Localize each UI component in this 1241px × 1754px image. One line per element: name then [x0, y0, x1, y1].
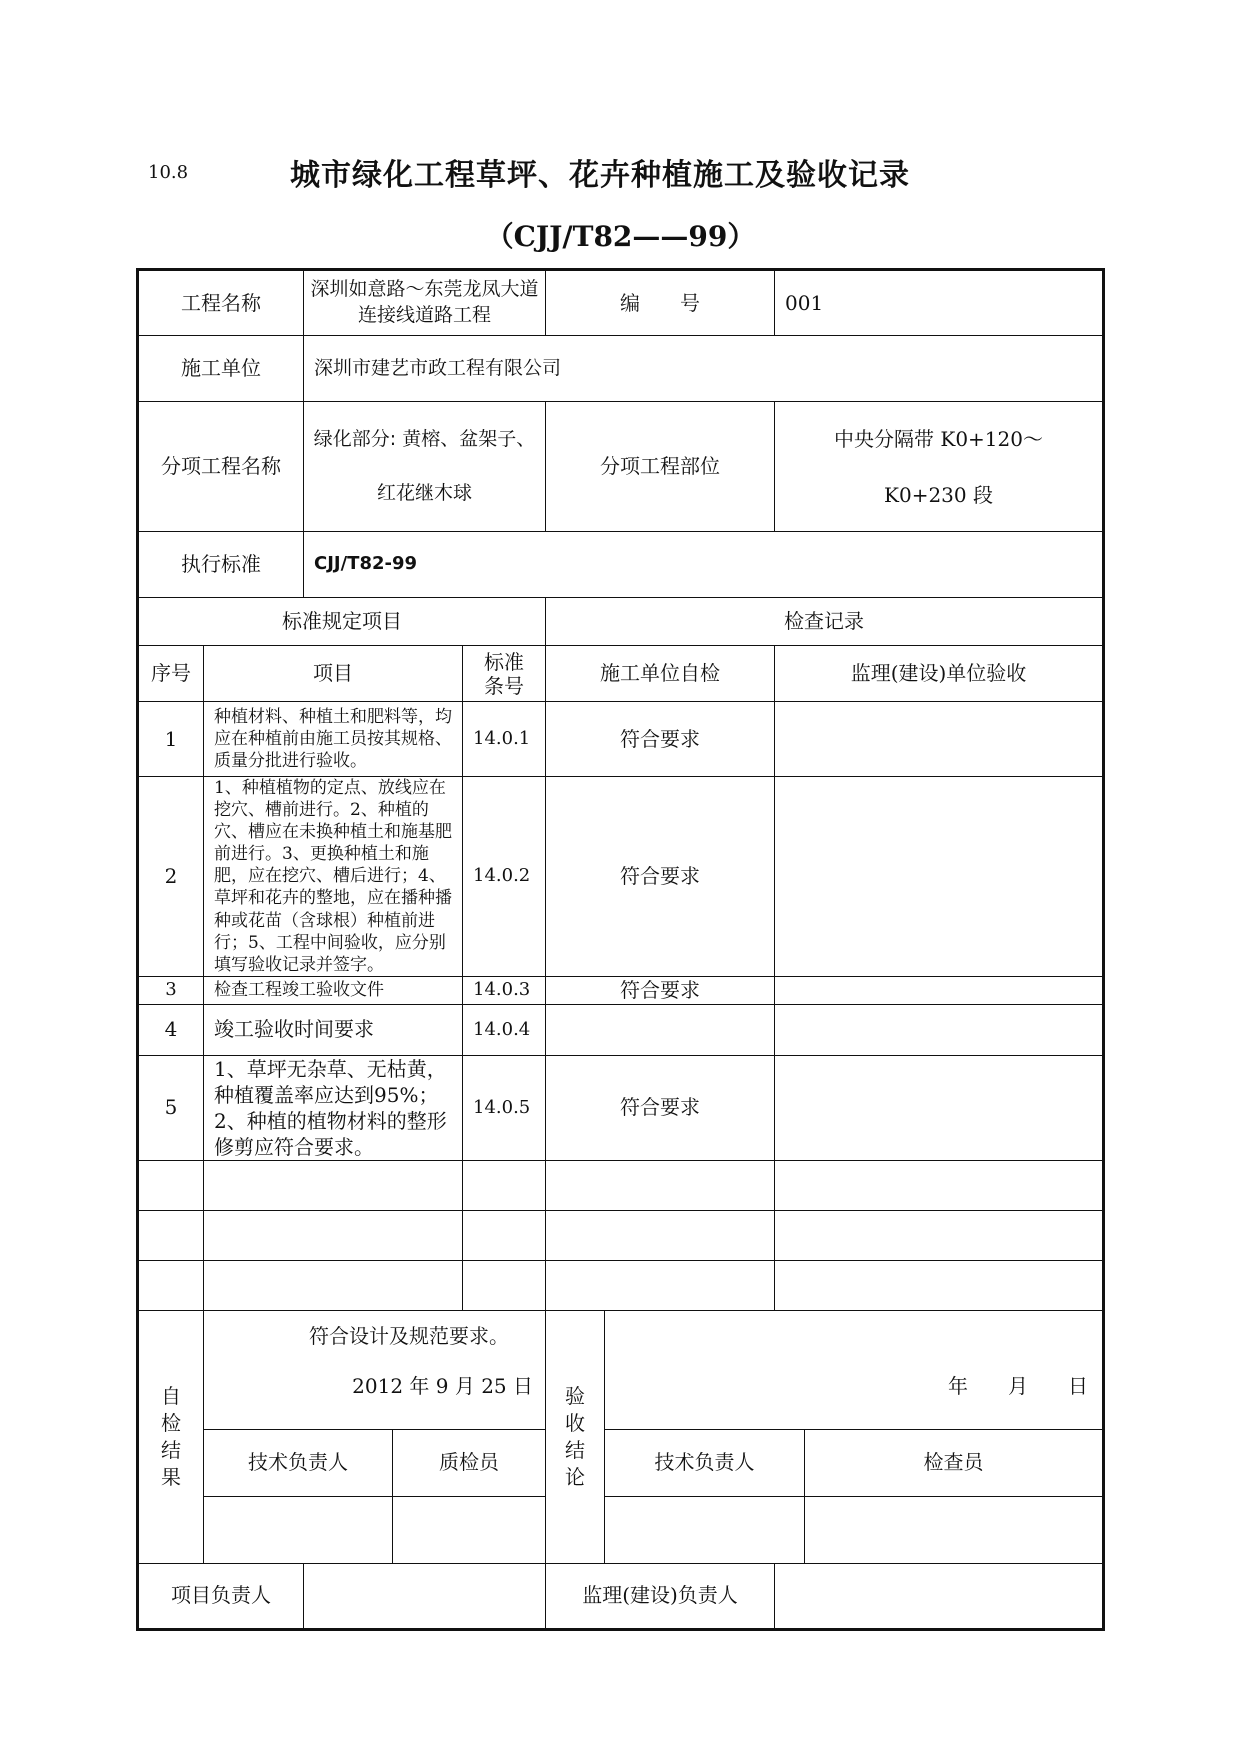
row-clause: 14.0.5: [463, 1055, 546, 1160]
table-row: [138, 1055, 1104, 1160]
self-tech-lead-label: 技术负责人: [204, 1430, 393, 1496]
page-subtitle: （CJJ/T82——99）: [485, 220, 756, 253]
row-item: 1、草坪无杂草、无枯黄，种植覆盖率应达到95%；2、种植的植物材料的整形修剪应符合要求。: [204, 1055, 463, 1160]
row-supervision: [775, 1004, 1104, 1055]
standard-value: CJJ/T82-99: [304, 532, 1104, 598]
standard-items-header: 标准规定项目: [138, 598, 546, 646]
self-check-conclusion: 符合设计及规范要求。: [309, 1323, 509, 1348]
project-name-label: 工程名称: [138, 270, 304, 336]
row-self-check: 符合要求: [546, 976, 775, 1004]
number-label: 编 号: [546, 270, 775, 336]
contractor-value: 深圳市建艺市政工程有限公司: [304, 336, 1104, 402]
inspection-record-header: 检查记录: [546, 598, 1104, 646]
self-check-header: 施工单位自检: [546, 646, 775, 702]
supervision-check-header: 监理(建设)单位验收: [775, 646, 1104, 702]
table-row: [138, 777, 1104, 977]
subproject-value: 绿化部分: 黄榕、盆架子、红花继木球: [304, 402, 546, 532]
acc-tech-lead-signature: [605, 1497, 805, 1563]
subproject-label: 分项工程名称: [138, 402, 304, 532]
row-supervision: [775, 777, 1104, 977]
row-item: 检查工程竣工验收文件: [204, 976, 463, 1004]
row-supervision: [775, 1055, 1104, 1160]
row-seq: 1: [138, 702, 204, 777]
self-tech-lead-signature: [204, 1497, 393, 1563]
self-inspector-label: 质检员: [439, 1450, 499, 1475]
row-seq: 5: [138, 1055, 204, 1160]
acc-checker-signature: [805, 1497, 1103, 1563]
project-manager-signature: [304, 1563, 546, 1629]
row-seq: 4: [138, 1004, 204, 1055]
empty-row: [138, 1210, 1104, 1260]
clause-header: 标准条号: [463, 646, 546, 702]
table-row: [138, 702, 1104, 777]
row-clause: 14.0.1: [463, 702, 546, 777]
contractor-label: 施工单位: [138, 336, 304, 402]
page-title: 城市绿化工程草坪、花卉种植施工及验收记录: [290, 158, 910, 193]
row-self-check: 符合要求: [546, 1055, 775, 1160]
row-self-check: 符合要求: [546, 777, 775, 977]
empty-row: [138, 1160, 1104, 1210]
row-clause: 14.0.4: [463, 1004, 546, 1055]
project-manager-label: 项目负责人: [138, 1563, 304, 1629]
row-self-check: [546, 1004, 775, 1055]
empty-row: [138, 1260, 1104, 1310]
row-item: 1、种植植物的定点、放线应在挖穴、槽前进行。2、种植的穴、槽应在未换种植土和施基肥前进行。3、更换种植土和施肥，应在挖穴、槽后进行；4、草坪和花卉的整地，应在播种播种或花苗（含球根）种植前进行；5、工程中间验收，应分别填写验收记录并签字。: [204, 777, 463, 977]
row-supervision: [775, 702, 1104, 777]
location-label: 分项工程部位: [546, 402, 775, 532]
row-clause: 14.0.3: [463, 976, 546, 1004]
row-supervision: [775, 976, 1104, 1004]
table-row: [138, 976, 1104, 1004]
acc-checker-label: 检查员: [923, 1450, 984, 1475]
table-row: [138, 1004, 1104, 1055]
self-check-date: 2012 年 9 月 25 日: [352, 1373, 534, 1398]
location-value: 中央分隔带 K0+120～K0+230 段: [775, 402, 1104, 532]
row-seq: 2: [138, 777, 204, 977]
project-name-value: 深圳如意路～东莞龙凤大道连接线道路工程: [304, 270, 546, 336]
acceptance-label: 验收结论: [546, 1310, 605, 1563]
supervision-manager-signature: [775, 1563, 1104, 1629]
acc-tech-lead-label: 技术负责人: [605, 1430, 805, 1496]
supervision-manager-label: 监理(建设)负责人: [546, 1563, 775, 1629]
row-seq: 3: [138, 976, 204, 1004]
acceptance-date: 年 月 日: [948, 1373, 1089, 1398]
number-value: 001: [775, 270, 1104, 336]
standard-label: 执行标准: [138, 532, 304, 598]
record-table: [136, 268, 1105, 1631]
self-check-label: 自检结果: [138, 1310, 204, 1563]
row-clause: 14.0.2: [463, 777, 546, 977]
row-self-check: 符合要求: [546, 702, 775, 777]
self-inspector-signature: [393, 1497, 546, 1563]
section-number: 10.8: [148, 162, 189, 183]
item-header: 项目: [204, 646, 463, 702]
row-item: 种植材料、种植土和肥料等，均应在种植前由施工员按其规格、质量分批进行验收。: [204, 702, 463, 777]
seq-header: 序号: [138, 646, 204, 702]
row-item: 竣工验收时间要求: [204, 1004, 463, 1055]
